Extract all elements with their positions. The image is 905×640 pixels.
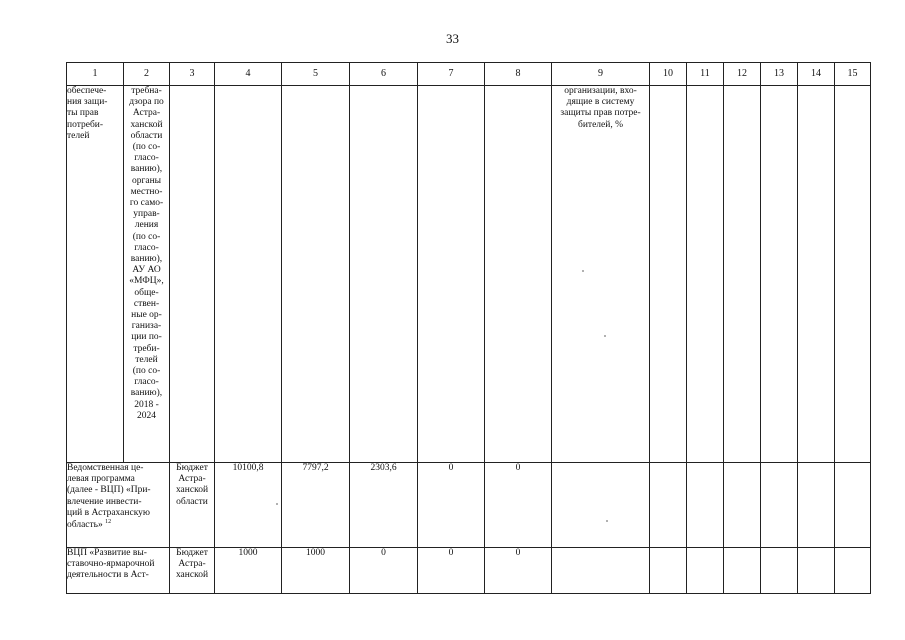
- col-header-15: 15: [835, 63, 871, 86]
- cell-value: 2303,6: [350, 463, 418, 548]
- page-number: 33: [446, 31, 459, 46]
- table-cell: [835, 86, 871, 463]
- table-cell: [552, 463, 650, 548]
- cell-purpose: обеспече- ния защи- ты прав потреби- телей: [67, 86, 124, 463]
- col-header-8: 8: [485, 63, 552, 86]
- table-cell: [350, 86, 418, 463]
- table-cell: [650, 86, 687, 463]
- table-cell: [485, 86, 552, 463]
- footnote-mark: 12: [105, 519, 112, 526]
- table-row: [67, 463, 871, 548]
- table-cell: [418, 86, 485, 463]
- table-row: [67, 548, 871, 594]
- table-cell: [687, 86, 724, 463]
- table-cell: [724, 548, 761, 594]
- cell-value: 0: [350, 548, 418, 594]
- cell-value-total: 10100,8: [215, 463, 282, 548]
- program-table: [66, 62, 871, 594]
- col-header-3: 3: [170, 63, 215, 86]
- table-row: [67, 86, 871, 463]
- table-cell: [835, 463, 871, 548]
- col-header-7: 7: [418, 63, 485, 86]
- col-header-11: 11: [687, 63, 724, 86]
- col-header-2: 2: [124, 63, 170, 86]
- cell-value-total: 1000: [215, 548, 282, 594]
- scan-speck: [276, 503, 278, 505]
- table-cell: [798, 463, 835, 548]
- table-cell: [170, 86, 215, 463]
- col-header-14: 14: [798, 63, 835, 86]
- col-header-6: 6: [350, 63, 418, 86]
- table-cell: [687, 463, 724, 548]
- cell-value: 7797,2: [282, 463, 350, 548]
- cell-value: 1000: [282, 548, 350, 594]
- table-cell: [282, 86, 350, 463]
- table-cell: [798, 548, 835, 594]
- table-cell: [761, 548, 798, 594]
- cell-program-name: [67, 463, 170, 548]
- cell-executors: требна- дзора по Астра- ханской области (по со- гласо- ванию), органы местно- го само- управ- ления (по со- гласо- ванию), АУ АО «МФЦ», обще- ствен- ные ор- ганиза- ции по- треби- телей (по со- гласо- ванию), 2018 - 2024: [124, 86, 170, 463]
- col-header-4: 4: [215, 63, 282, 86]
- table-cell: [761, 463, 798, 548]
- program-name-text: Ведомственная це- левая программа (далее - ВЦП) «При- влечение инвести- ций в Астраханскую область»: [67, 463, 151, 531]
- cell-funding-source: Бюджет Астра- ханской области: [170, 463, 215, 548]
- header-row: [67, 63, 871, 86]
- cell-program-name: ВЦП «Развитие вы- ставочно-ярмарочной деятельности в Аст-: [67, 548, 170, 594]
- cell-indicator: организации, вхо- дящие в систему защиты прав потре- бителей, %: [552, 86, 650, 463]
- table-cell: [761, 86, 798, 463]
- cell-value: 0: [485, 548, 552, 594]
- cell-value: 0: [418, 463, 485, 548]
- cell-value: 0: [418, 548, 485, 594]
- table-cell: [215, 86, 282, 463]
- col-header-1: 1: [67, 63, 124, 86]
- table-cell: [687, 548, 724, 594]
- scan-speck: [582, 270, 584, 272]
- scan-speck: [604, 335, 606, 337]
- table-cell: [835, 548, 871, 594]
- table-cell: [798, 86, 835, 463]
- col-header-12: 12: [724, 63, 761, 86]
- scan-speck: [606, 520, 608, 522]
- cell-value: 0: [485, 463, 552, 548]
- table-cell: [724, 463, 761, 548]
- col-header-5: 5: [282, 63, 350, 86]
- table-cell: [650, 548, 687, 594]
- table-cell: [552, 548, 650, 594]
- col-header-9: 9: [552, 63, 650, 86]
- table-cell: [650, 463, 687, 548]
- cell-funding-source: Бюджет Астра- ханской: [170, 548, 215, 594]
- col-header-10: 10: [650, 63, 687, 86]
- col-header-13: 13: [761, 63, 798, 86]
- table-cell: [724, 86, 761, 463]
